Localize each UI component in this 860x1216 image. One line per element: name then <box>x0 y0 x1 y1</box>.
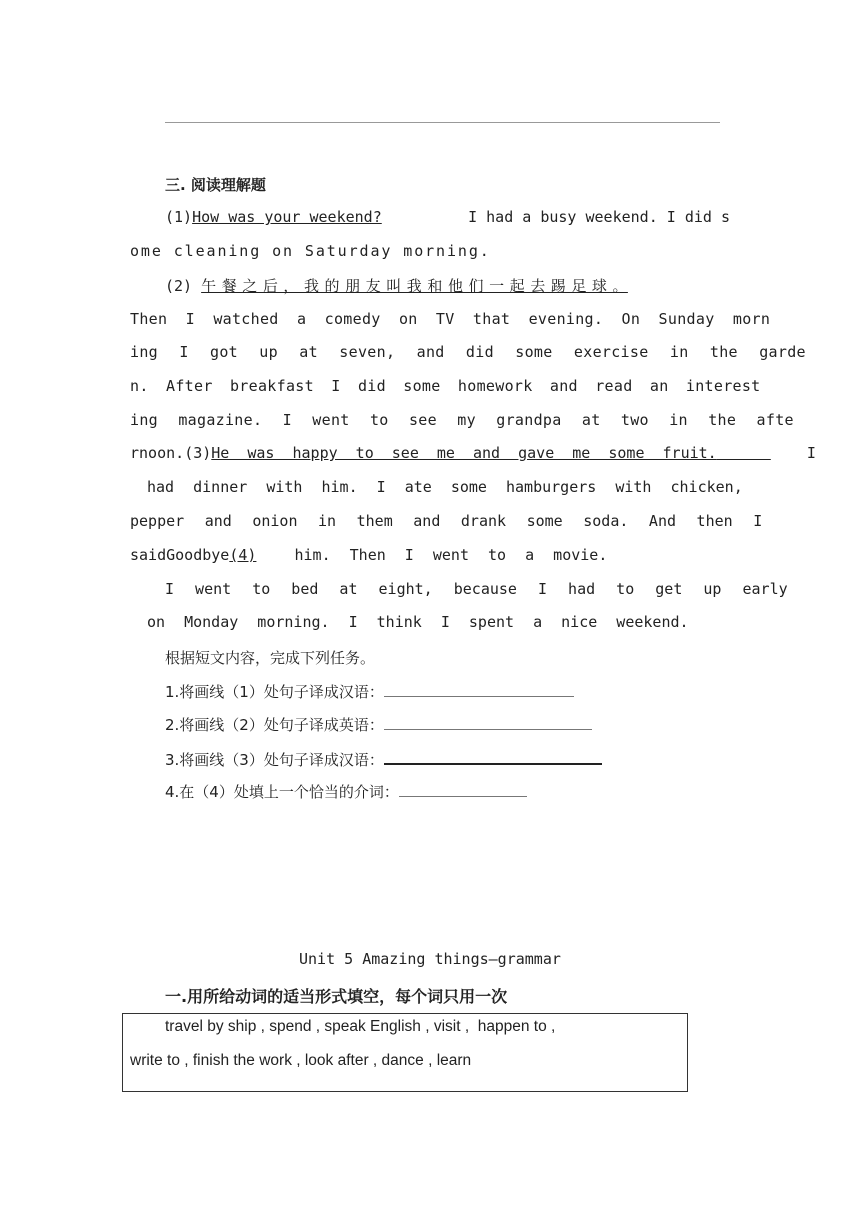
passage-line-8 <box>130 444 816 462</box>
passage-line-3 <box>165 275 628 296</box>
underlined-sentence-1: How was your weekend? <box>192 208 382 226</box>
task-question-3 <box>165 748 602 770</box>
passage-text: I had a busy weekend. I did s <box>468 208 730 226</box>
passage-line-7: ing magazine. I went to see my grandpa at two in the afte <box>130 411 794 429</box>
word-bank-line-1: travel by ship , spend , speak English , visit , happen to , <box>165 1018 556 1035</box>
task-q1-text: 1.将画线（1）处句子译成汉语： <box>165 683 384 701</box>
task-question-1 <box>165 681 574 702</box>
passage-line-12: I went to bed at eight, because I had to get up early <box>165 580 788 598</box>
answer-blank-3[interactable] <box>384 748 602 765</box>
passage-text: rnoon. <box>130 444 185 462</box>
passage-text: saidGoodbye <box>130 546 230 564</box>
passage-line-10: pepper and onion in them and drank some soda. And then I <box>130 512 763 530</box>
task-q4-text: 4.在（4）处填上一个恰当的介词： <box>165 783 399 801</box>
underlined-sentence-2: 午 餐 之 后 ， 我 的 朋 友 叫 我 和 他 们 一 起 去 踢 足 球 。 <box>201 277 628 295</box>
task-question-4 <box>165 781 527 802</box>
task-instruction: 根据短文内容，完成下列任务。 <box>165 649 376 667</box>
answer-blank-2[interactable] <box>384 714 592 730</box>
marker-1: (1) <box>165 208 193 226</box>
underlined-sentence-3: He was happy to see me and gave me some fruit. <box>211 444 717 462</box>
marker-4: (4) <box>229 546 257 564</box>
answer-blank-1[interactable] <box>384 681 574 697</box>
unit-title: Unit 5 Amazing things—grammar <box>299 950 561 968</box>
answer-blank-4[interactable] <box>399 781 527 797</box>
marker-2: (2) <box>165 277 193 295</box>
word-bank-line-2: write to , finish the work , look after , dance , learn <box>130 1052 472 1069</box>
passage-line-5: ing I got up at seven, and did some exercise in the garde <box>130 343 806 361</box>
section-3-heading: 三. 阅读理解题 <box>165 176 266 194</box>
top-divider <box>165 122 720 123</box>
passage-line-13: on Monday morning. I think I spent a nice weekend. <box>147 613 689 631</box>
marker-3: (3) <box>184 444 212 462</box>
passage-line-1 <box>165 208 730 226</box>
task-question-2 <box>165 714 592 735</box>
passage-line-9: had dinner with him. I ate some hamburgers with chicken, <box>147 478 743 496</box>
passage-line-2: ome cleaning on Saturday morning. <box>130 242 491 260</box>
passage-text: him. Then I went to a movie. <box>294 546 608 564</box>
passage-line-4: Then I watched a comedy on TV that evening. On Sunday morn <box>130 310 771 328</box>
passage-line-6: n. After breakfast I did some homework and read an interest <box>130 377 761 395</box>
passage-line-11 <box>130 546 607 564</box>
passage-text: I <box>806 444 816 462</box>
task-q3-text: 3.将画线（3）处句子译成汉语： <box>165 751 384 769</box>
task-q2-text: 2.将画线（2）处句子译成英语： <box>165 716 384 734</box>
section-1-heading: 一.用所给动词的适当形式填空，每个词只用一次 <box>165 987 508 1006</box>
